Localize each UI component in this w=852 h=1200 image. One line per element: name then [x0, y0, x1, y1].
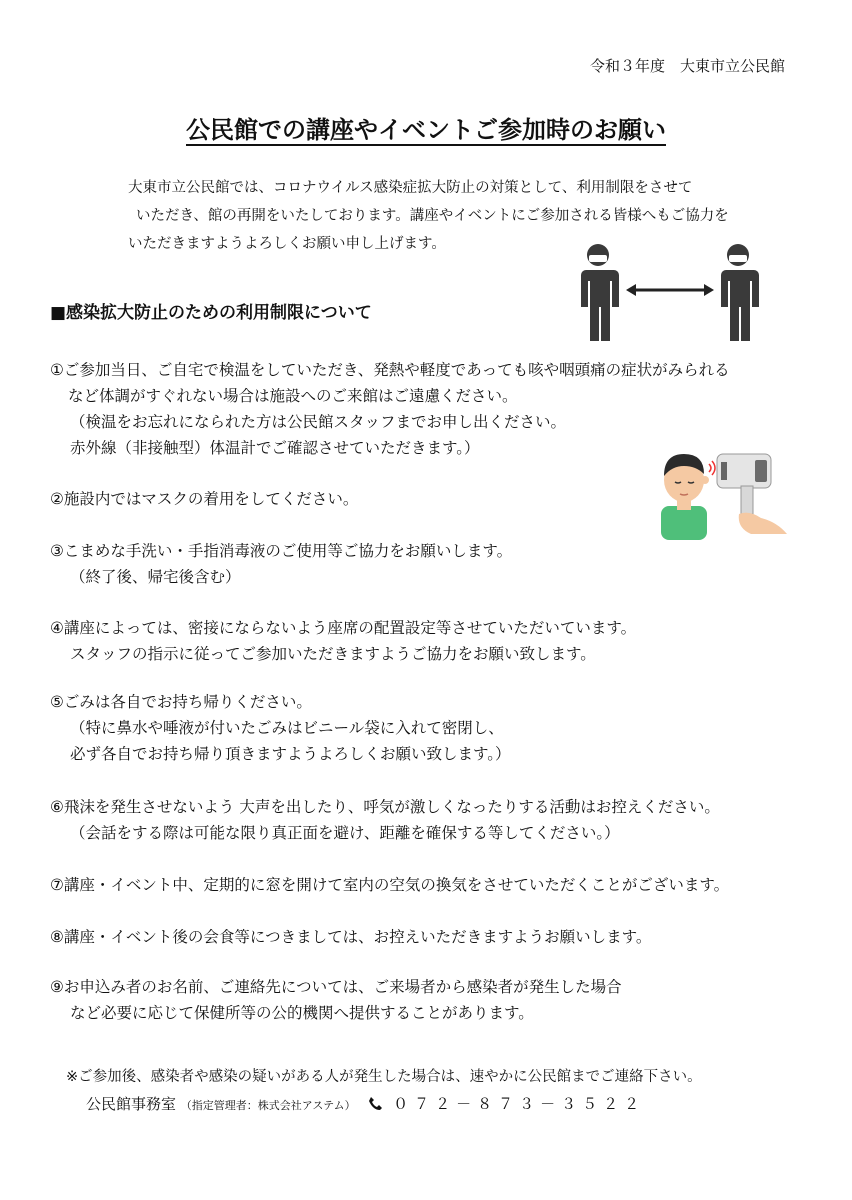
intro-line-3: いただきますようよろしくお願い申し上げます。 [128, 236, 446, 252]
intro-line-2: いただき、館の再開をいたしております。講座やイベントにご参加される皆様へもご協力を [136, 208, 729, 224]
thermometer-check-icon [655, 448, 790, 540]
section-heading: ■感染拡大防止のための利用制限について [50, 303, 372, 323]
rule-5-line-1: ⑤ごみは各自でお持ち帰りください。 [50, 693, 312, 711]
fiscal-year-header: 令和３年度 大東市立公民館 [590, 57, 786, 75]
rule-3-line-1: ③こまめな手洗い・手指消毒液のご使用等ご協力をお願いします。 [50, 542, 513, 560]
rule-4-line-2: スタッフの指示に従ってご参加いただきますようご協力をお願い致します。 [70, 645, 596, 663]
intro-line-1: 大東市立公民館では、コロナウイルス感染症拡大防止の対策として、利用制限をさせて [128, 180, 693, 196]
rule-1-line-1: ①ご参加当日、ご自宅で検温をしていただき、発熱や軽度であっても咳や咽頭痛の症状がみられる [50, 361, 730, 379]
office-contact [86, 1093, 645, 1114]
rule-6-line-2: （会話をする際は可能な限り真正面を避け、距離を確保する等してください。） [70, 824, 620, 842]
office-manager: （指定管理者：株式会社アステム） [180, 1099, 356, 1112]
rule-5-line-3: 必ず各自でお持ち帰り頂きますようよろしくお願い致します。） [70, 745, 511, 763]
rule-1-line-2: など体調がすぐれない場合は施設へのご来館はご遠慮ください。 [68, 387, 518, 405]
rule-9-line-2: など必要に応じて保健所等の公的機関へ提供することがあります。 [70, 1004, 534, 1022]
contact-note: ※ご参加後、感染者や感染の疑いがある人が発生した場合は、速やかに公民館までご連絡下さい。 [66, 1069, 702, 1085]
rule-6-line-1: ⑥飛沫を発生させないよう 大声を出したり、呼気が激しくなったりする活動はお控えください。 [50, 798, 720, 816]
page-title-text: 公民館での講座やイベントご参加時のお願い [186, 116, 666, 144]
rule-5-line-2: （特に鼻水や唾液が付いたごみはビニール袋に入れて密閉し、 [70, 719, 504, 737]
social-distance-icon [570, 238, 770, 342]
page-title [0, 110, 852, 145]
office-phone[interactable]: ０７２－８７３－３５２２ [393, 1095, 646, 1113]
rule-8: ⑧講座・イベント後の会食等につきましては、お控えいただきますようお願いします。 [50, 928, 652, 946]
rule-7: ⑦講座・イベント中、定期的に窓を開けて室内の空気の換気をさせていただくことがございます。 [50, 876, 730, 894]
rule-1-line-3: （検温をお忘れになられた方は公民館スタッフまでお申し出ください。 [70, 413, 567, 431]
rule-9-line-1: ⑨お申込み者のお名前、ご連絡先については、ご来場者から感染者が発生した場合 [50, 978, 622, 996]
office-name: 公民館事務室 [86, 1095, 177, 1113]
rule-3-line-2: （終了後、帰宅後含む） [70, 568, 241, 586]
rule-4-line-1: ④講座によっては、密接にならないよう座席の配置設定等させていただいています。 [50, 619, 637, 637]
rule-2: ②施設内ではマスクの着用をしてください。 [50, 490, 359, 508]
phone-icon [368, 1096, 382, 1111]
rule-1-line-4: 赤外線（非接触型）体温計でご確認させていただきます。） [70, 439, 480, 457]
